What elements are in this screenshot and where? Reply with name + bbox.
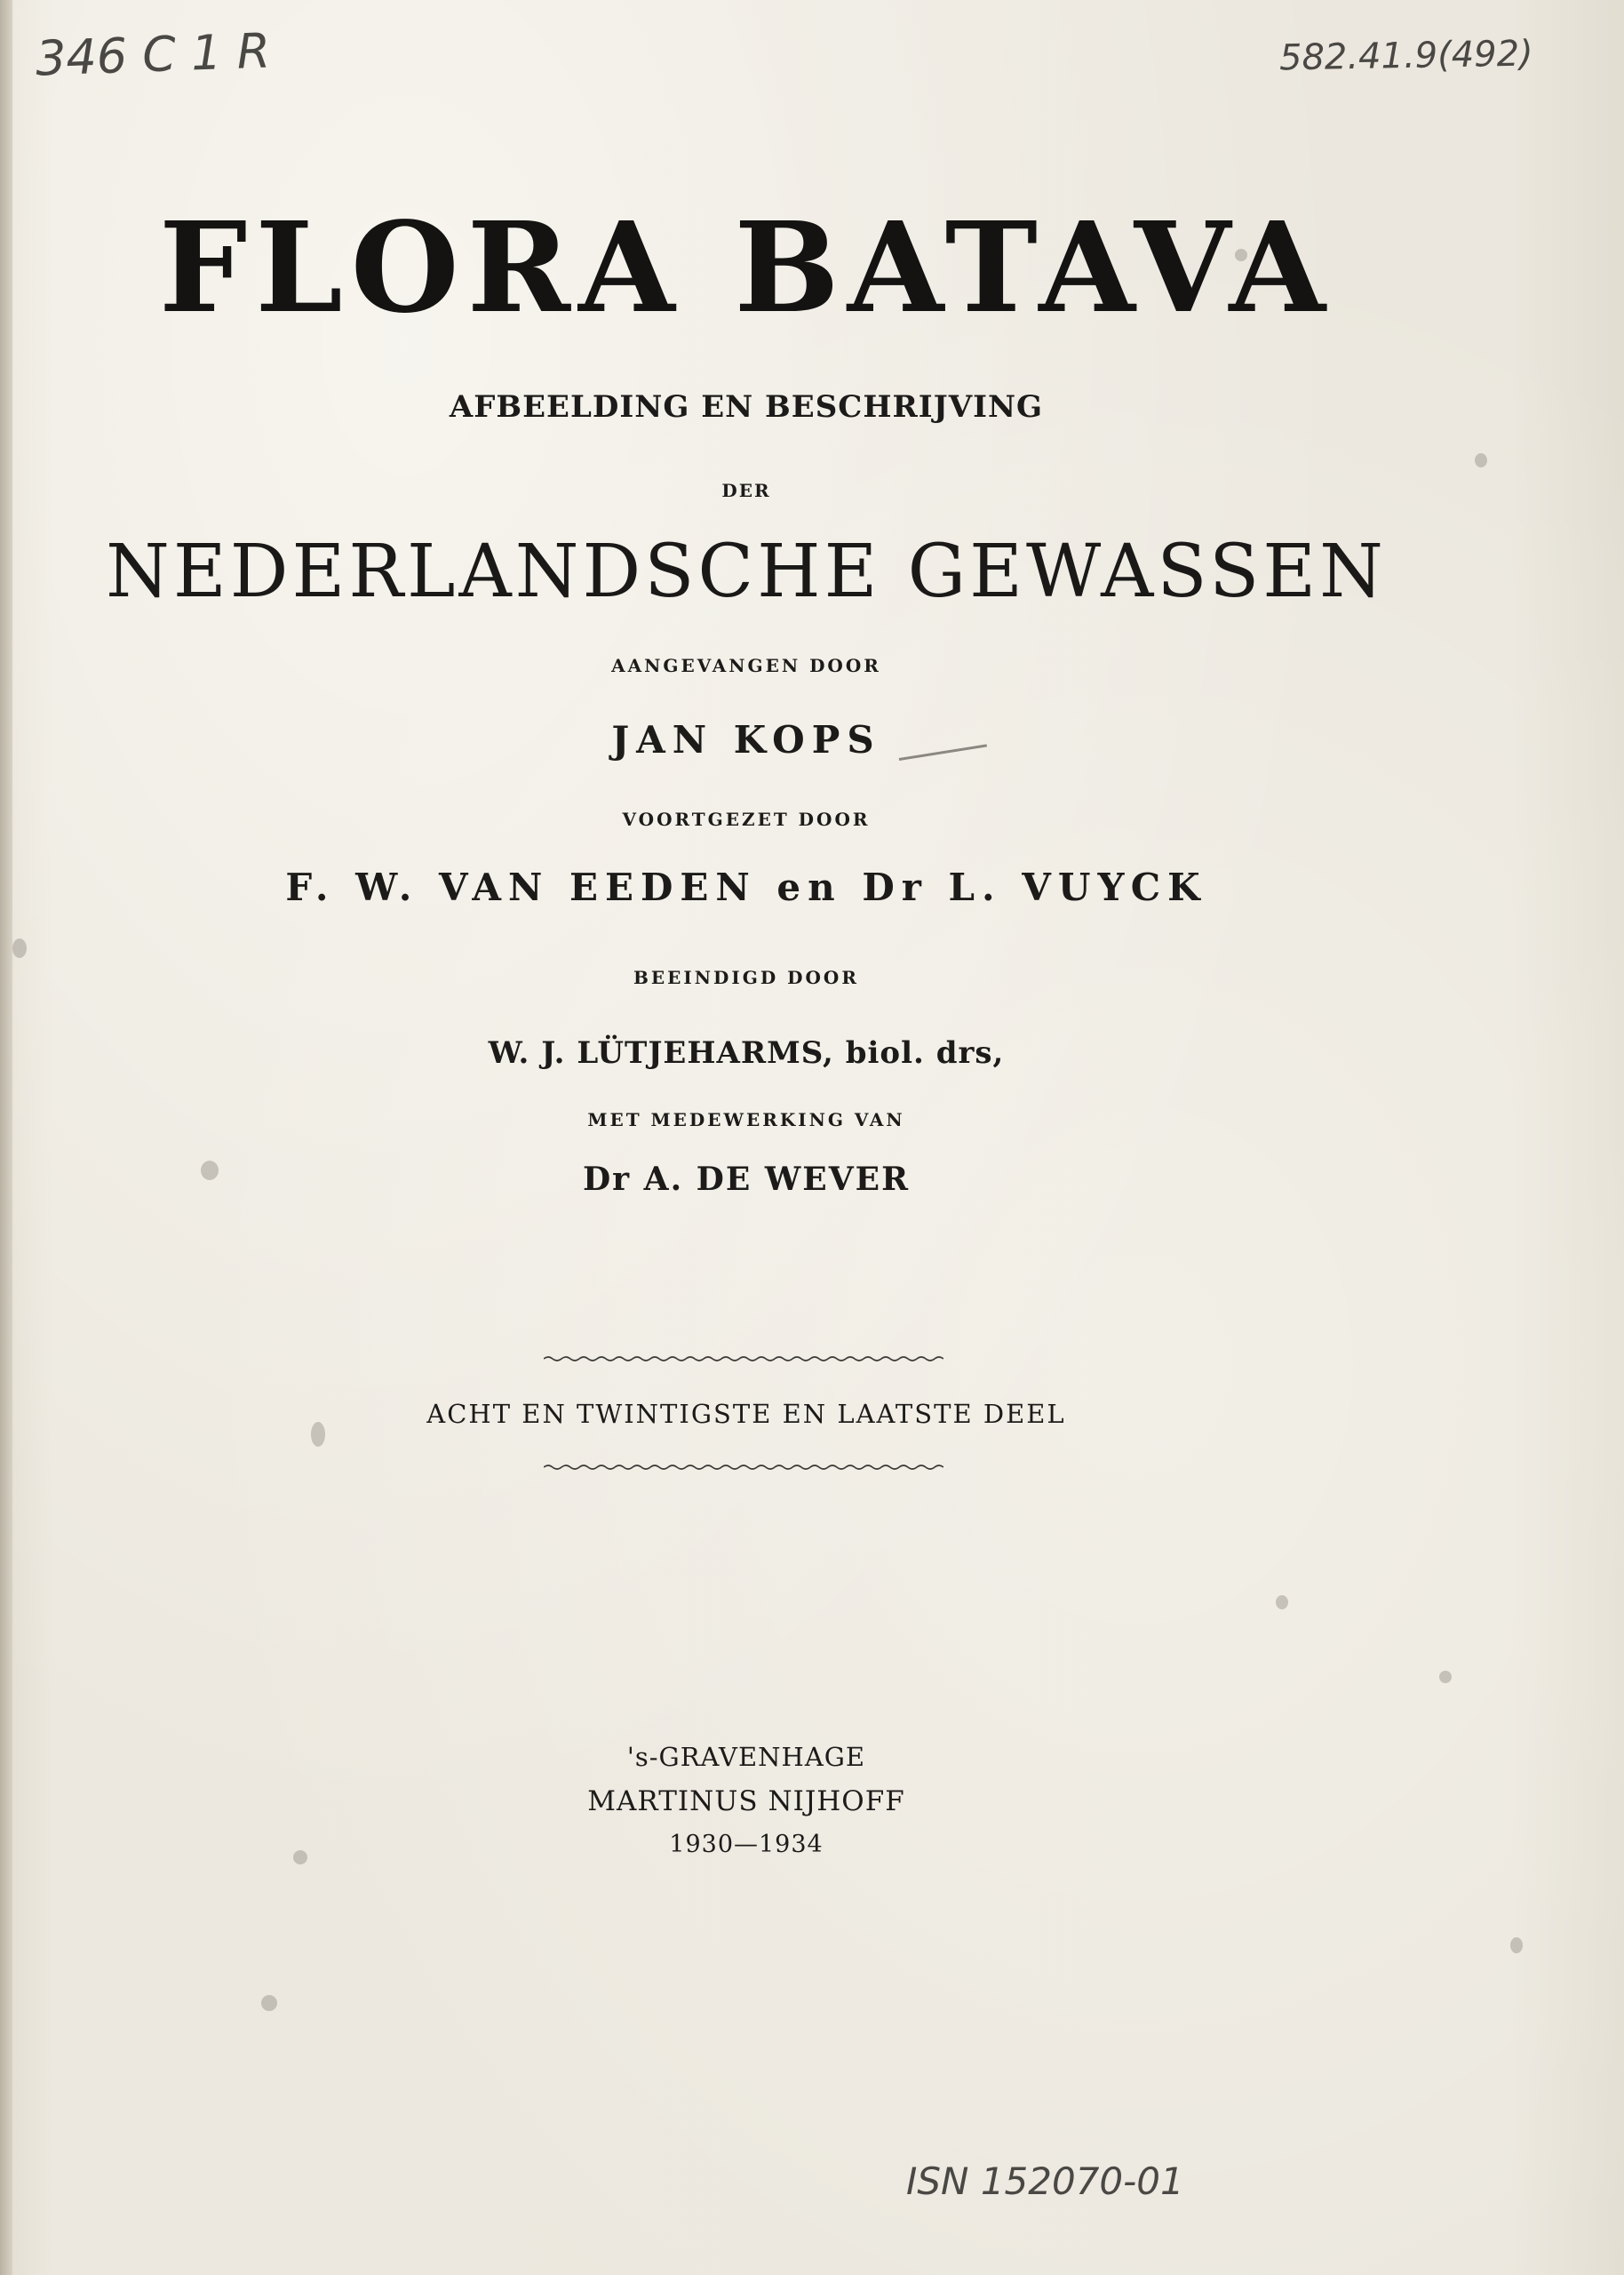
foxing-spot <box>1235 249 1247 261</box>
subtitle-main: NEDERLANDSCHE GEWASSEN <box>106 530 1387 614</box>
foxing-spot <box>201 1161 219 1180</box>
handwritten-classification: 582.41.9(492) <box>1278 33 1534 79</box>
wavy-rule-bottom <box>544 1463 943 1472</box>
foxing-spot <box>12 938 27 958</box>
imprint-place: 's-GRAVENHAGE <box>626 1742 866 1772</box>
continued-by-names: F. W. VAN EEDEN en Dr L. VUYCK <box>285 866 1207 909</box>
begun-by-name: JAN KOPS <box>611 718 881 762</box>
page-gutter <box>0 0 12 2275</box>
foxing-spot <box>1276 1595 1288 1609</box>
handwritten-isn: ISN 152070-01 <box>906 2159 1184 2203</box>
handwritten-call-number: 346 C 1 R <box>34 22 272 87</box>
volume-statement: ACHT EN TWINTIGSTE EN LAATSTE DEEL <box>426 1399 1066 1429</box>
wavy-rule-top <box>544 1354 943 1363</box>
foxing-spot <box>1510 1937 1523 1953</box>
begun-by-label: AANGEVANGEN DOOR <box>611 655 881 676</box>
continued-by-label: VOORTGEZET DOOR <box>622 809 871 830</box>
foxing-spot <box>311 1422 325 1447</box>
foxing-spot <box>1475 453 1487 467</box>
imprint-publisher: MARTINUS NIJHOFF <box>587 1785 905 1817</box>
foxing-spot <box>261 1995 277 2011</box>
completed-by-name: W. J. LÜTJEHARMS, biol. drs, <box>488 1035 1005 1071</box>
connector-der: DER <box>721 480 771 501</box>
book-title: FLORA BATAVA <box>158 196 1334 341</box>
completed-by-label: BEEINDIGD DOOR <box>633 967 859 988</box>
cooperation-label: MET MEDEWERKING VAN <box>587 1109 905 1130</box>
foxing-spot <box>293 1850 307 1864</box>
cooperation-name: Dr A. DE WEVER <box>582 1161 911 1198</box>
subtitle-line: AFBEELDING EN BESCHRIJVING <box>449 389 1044 425</box>
imprint-years: 1930—1934 <box>669 1831 824 1858</box>
foxing-spot <box>1439 1671 1452 1683</box>
